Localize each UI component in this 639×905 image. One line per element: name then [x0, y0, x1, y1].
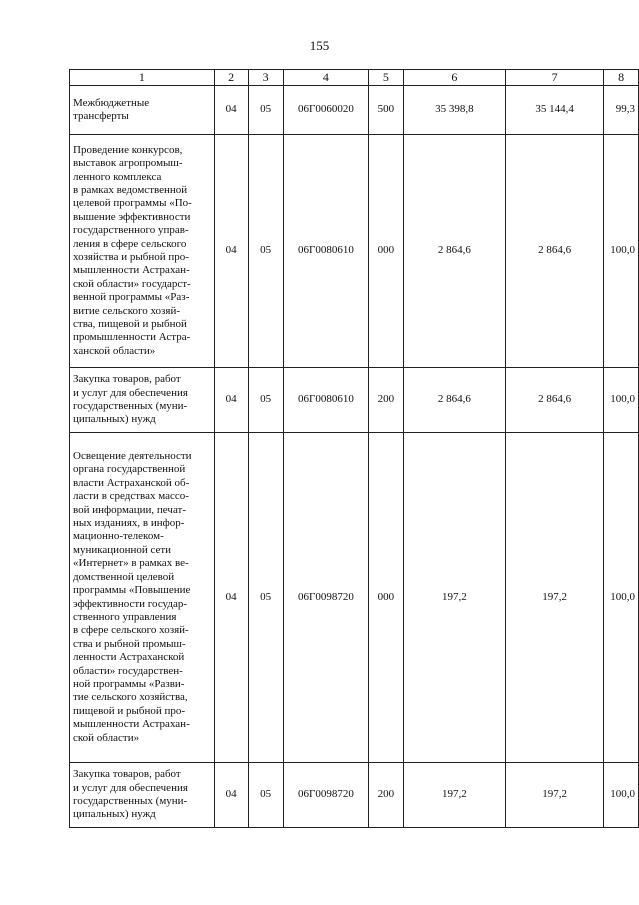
- description-line: мационно-телеком-: [73, 530, 164, 543]
- execution-percent: 100,0: [604, 763, 639, 828]
- table-row: [70, 763, 639, 828]
- section-code: 04: [214, 86, 248, 135]
- approved-amount: 2 864,6: [403, 135, 506, 368]
- description-line: государственного управ-: [73, 224, 189, 237]
- execution-percent: 100,0: [604, 135, 639, 368]
- description-line: программы «Повышение: [73, 584, 191, 597]
- subsection-code: 05: [248, 86, 283, 135]
- target-article-code: 06Г0060020: [283, 86, 369, 135]
- description-line: венной программы «Раз-: [73, 291, 190, 304]
- description-line: витие сельского хозяй-: [73, 304, 181, 317]
- target-article-code: 06Г0098720: [283, 763, 369, 828]
- description-line: мышленности Астрахан-: [73, 718, 190, 731]
- description-line: вышение эффективности: [73, 210, 191, 223]
- table-row: [70, 368, 639, 433]
- section-code: 04: [214, 763, 248, 828]
- subsection-code: 05: [248, 763, 283, 828]
- column-header: 7: [506, 70, 604, 86]
- description-line: пищевой и рыбной про-: [73, 704, 186, 717]
- description-line: тие сельского хозяйства,: [73, 691, 188, 704]
- description-line: промышленности Астра-: [73, 331, 191, 344]
- description-line: государственных (муни-: [73, 400, 188, 412]
- header-row: [70, 70, 639, 86]
- row-description: [70, 135, 215, 368]
- execution-percent: 100,0: [604, 433, 639, 763]
- subsection-code: 05: [248, 368, 283, 433]
- description-line: выставок агропромыш-: [73, 157, 183, 170]
- description-line: ной программы «Разви-: [73, 677, 185, 690]
- subsection-code: 05: [248, 433, 283, 763]
- description-line: Закупка товаров, работ: [73, 768, 181, 781]
- column-header: 5: [369, 70, 403, 86]
- subsection-code: 05: [248, 135, 283, 368]
- description-line: муникационной сети: [73, 543, 172, 556]
- column-header: 1: [70, 70, 215, 86]
- approved-amount: 2 864,6: [403, 368, 506, 433]
- description-line: в сфере сельского хозяй-: [73, 624, 189, 637]
- column-header: 6: [403, 70, 506, 86]
- description-line: «Интернет» в рамках ве-: [73, 557, 189, 570]
- description-line: ленности Астраханской: [73, 651, 185, 664]
- approved-amount: 197,2: [403, 763, 506, 828]
- approved-amount: 35 398,8: [403, 86, 506, 135]
- description-line: ленного комплекса: [73, 170, 162, 183]
- execution-percent: 99,3: [604, 86, 639, 135]
- page-number: 155: [309, 38, 330, 53]
- description-line: Закупка товаров, работ: [73, 373, 181, 386]
- table-row: [70, 135, 639, 368]
- execution-percent: 100,0: [604, 368, 639, 433]
- description-line: ства, пищевой и рыбной: [73, 318, 187, 331]
- expense-type-code: 000: [369, 433, 403, 763]
- column-header: 3: [248, 70, 283, 86]
- approved-amount: 197,2: [403, 433, 506, 763]
- description-line: государственных (муни-: [73, 795, 188, 807]
- description-line: Межбюджетные: [73, 96, 150, 109]
- description-line: и услуг для обеспечения: [73, 386, 188, 399]
- description-line: домственной целевой: [73, 570, 175, 583]
- description-line: ства и рыбной промыш-: [73, 637, 186, 650]
- description-line: вой информации, печат-: [73, 503, 187, 516]
- column-header: 2: [214, 70, 248, 86]
- description-line: и услуг для обеспечения: [73, 781, 188, 794]
- executed-amount: 197,2: [506, 763, 604, 828]
- executed-amount: 2 864,6: [506, 368, 604, 433]
- description-line: ласти в средствах массо-: [73, 490, 189, 503]
- table-row: [70, 433, 639, 763]
- row-description: [70, 86, 215, 135]
- column-header: 4: [283, 70, 369, 86]
- description-line: ской области»: [73, 731, 140, 744]
- column-header: 8: [604, 70, 639, 86]
- row-description: [70, 368, 215, 433]
- description-line: целевой программы «По-: [73, 197, 192, 210]
- target-article-code: 06Г0080610: [283, 368, 369, 433]
- expense-type-code: 200: [369, 368, 403, 433]
- description-line: трансферты: [73, 110, 129, 122]
- row-description: [70, 763, 215, 828]
- executed-amount: 197,2: [506, 433, 604, 763]
- description-line: органа государственной: [73, 463, 186, 476]
- description-line: мышленности Астрахан-: [73, 264, 190, 277]
- description-line: хозяйства и рыбной про-: [73, 251, 189, 263]
- description-line: области» государствен-: [73, 664, 183, 677]
- section-code: 04: [214, 368, 248, 433]
- description-line: ской области» государст-: [73, 277, 191, 290]
- description-line: власти Астраханской об-: [73, 476, 190, 489]
- expense-type-code: 000: [369, 135, 403, 368]
- description-line: ления в сфере сельского: [73, 237, 187, 250]
- description-line: ных изданиях, в инфор-: [73, 517, 185, 530]
- description-line: Освещение деятельности: [73, 450, 192, 463]
- executed-amount: 2 864,6: [506, 135, 604, 368]
- budget-table: [69, 69, 639, 828]
- description-line: ципальных) нужд: [73, 413, 156, 426]
- description-line: в рамках ведомственной: [73, 183, 188, 196]
- section-code: 04: [214, 135, 248, 368]
- executed-amount: 35 144,4: [506, 86, 604, 135]
- description-line: Проведение конкурсов,: [73, 143, 183, 156]
- expense-type-code: 200: [369, 763, 403, 828]
- description-line: ханской области»: [73, 344, 156, 357]
- row-description: [70, 433, 215, 763]
- description-line: ственного управления: [73, 610, 177, 623]
- target-article-code: 06Г0080610: [283, 135, 369, 368]
- description-line: ципальных) нужд: [73, 808, 156, 821]
- table-row: [70, 86, 639, 135]
- description-line: эффективности государ-: [73, 597, 188, 610]
- target-article-code: 06Г0098720: [283, 433, 369, 763]
- expense-type-code: 500: [369, 86, 403, 135]
- section-code: 04: [214, 433, 248, 763]
